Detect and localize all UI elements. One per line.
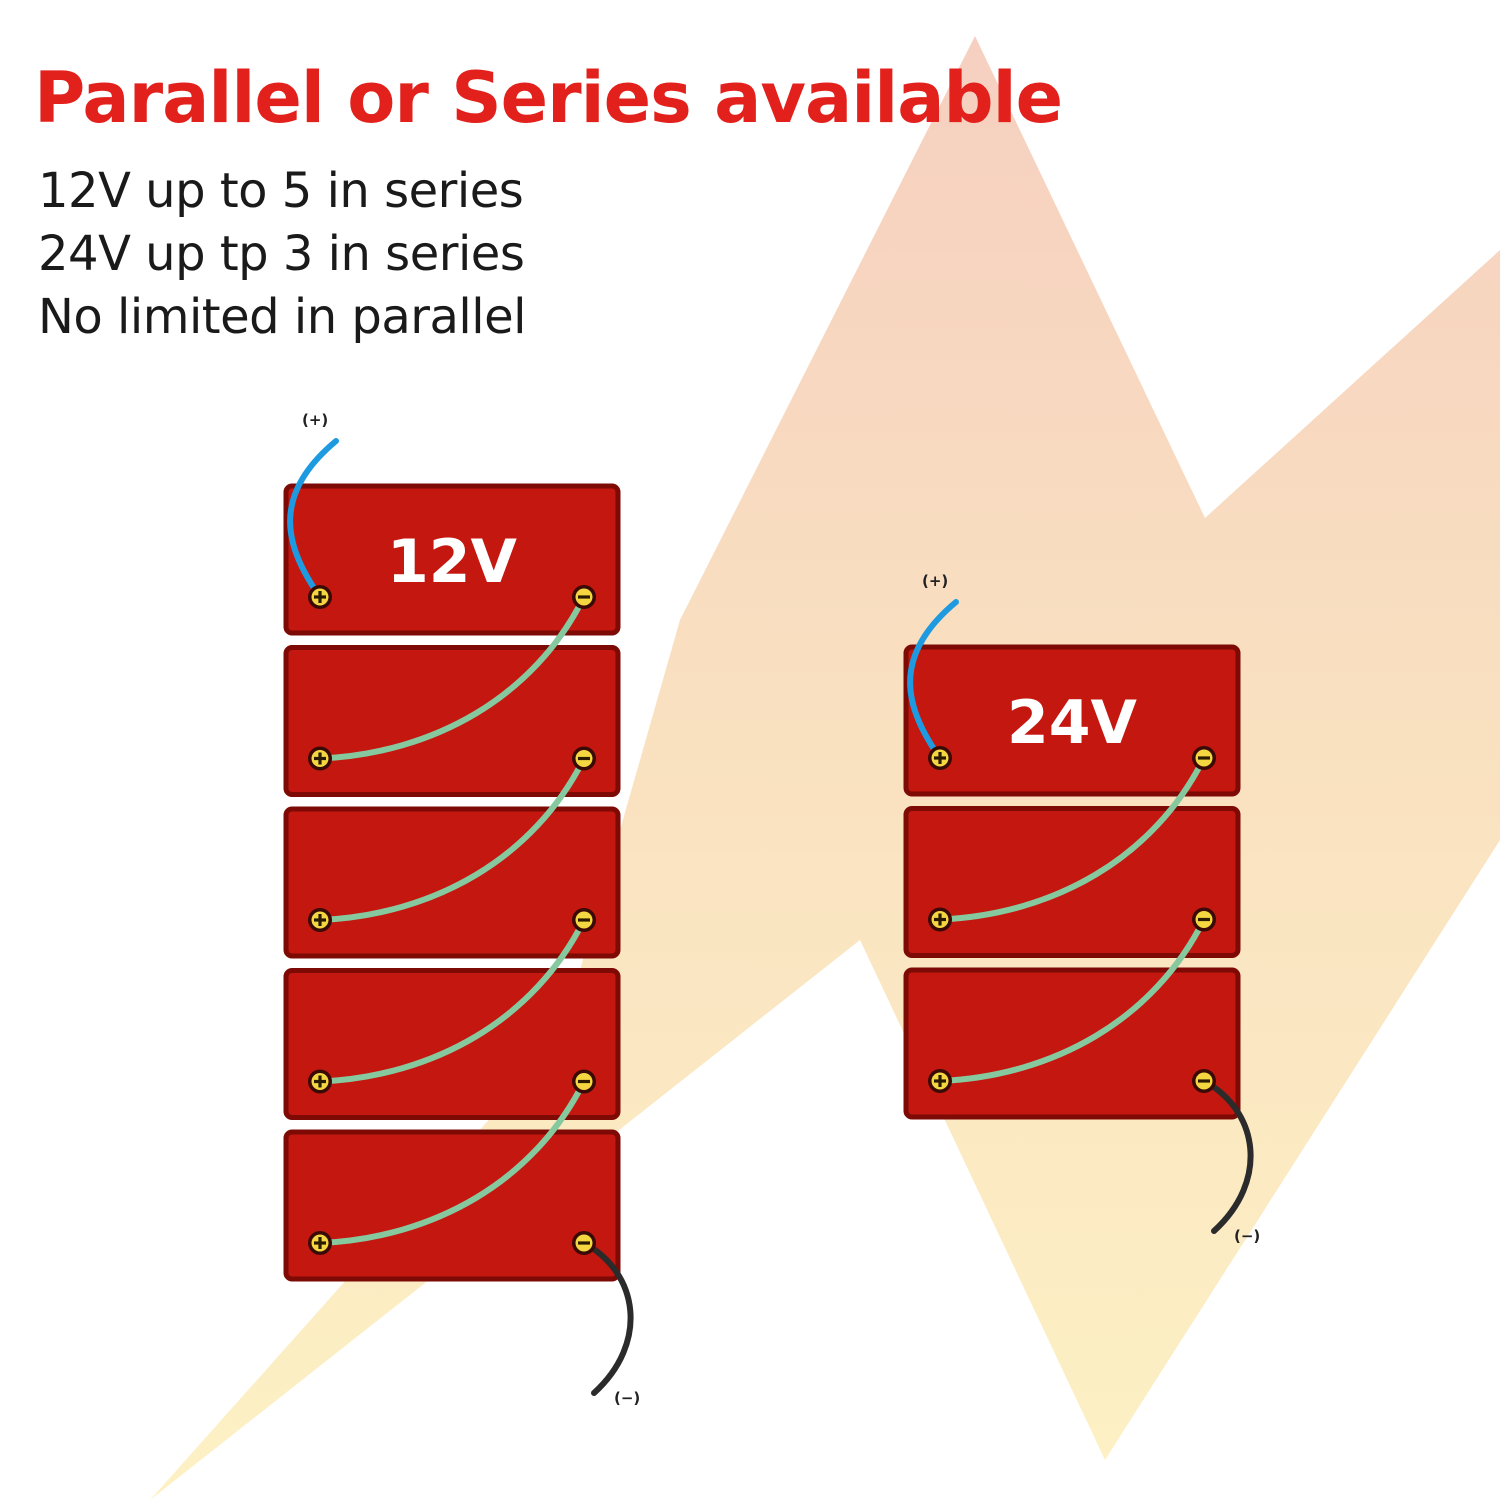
minus-terminal-icon xyxy=(572,1231,596,1255)
page-title: Parallel or Series available xyxy=(34,57,1063,139)
spec-line-parallel: No limited in parallel xyxy=(38,289,526,345)
positive-lead-label: (+) xyxy=(922,572,949,590)
plus-terminal-icon xyxy=(928,908,952,932)
spec-line-24v: 24V up tp 3 in series xyxy=(38,226,525,282)
plus-terminal-icon xyxy=(928,1069,952,1093)
battery-2 xyxy=(906,809,1238,956)
plus-terminal-icon xyxy=(308,747,332,771)
battery-2 xyxy=(286,648,618,795)
minus-terminal-icon xyxy=(572,585,596,609)
negative-lead-label: (−) xyxy=(1234,1227,1261,1245)
battery-3 xyxy=(286,809,618,956)
battery-bank-12v xyxy=(286,411,640,1407)
battery-voltage-label: 24V xyxy=(1007,688,1137,758)
minus-terminal-icon xyxy=(572,1070,596,1094)
minus-terminal-icon xyxy=(1192,746,1216,770)
plus-terminal-icon xyxy=(308,1231,332,1255)
plus-terminal-icon xyxy=(928,746,952,770)
minus-terminal-icon xyxy=(1192,1069,1216,1093)
battery-bank-24v xyxy=(906,572,1260,1245)
spec-line-12v: 12V up to 5 in series xyxy=(38,163,524,219)
plus-terminal-icon xyxy=(308,585,332,609)
plus-terminal-icon xyxy=(308,908,332,932)
plus-terminal-icon xyxy=(308,1070,332,1094)
minus-terminal-icon xyxy=(572,908,596,932)
battery-5 xyxy=(286,1132,618,1279)
minus-terminal-icon xyxy=(572,747,596,771)
minus-terminal-icon xyxy=(1192,908,1216,932)
battery-3 xyxy=(906,970,1238,1117)
negative-lead-label: (−) xyxy=(614,1389,641,1407)
positive-lead-label: (+) xyxy=(302,411,329,429)
battery-voltage-label: 12V xyxy=(387,527,517,597)
battery-4 xyxy=(286,971,618,1118)
